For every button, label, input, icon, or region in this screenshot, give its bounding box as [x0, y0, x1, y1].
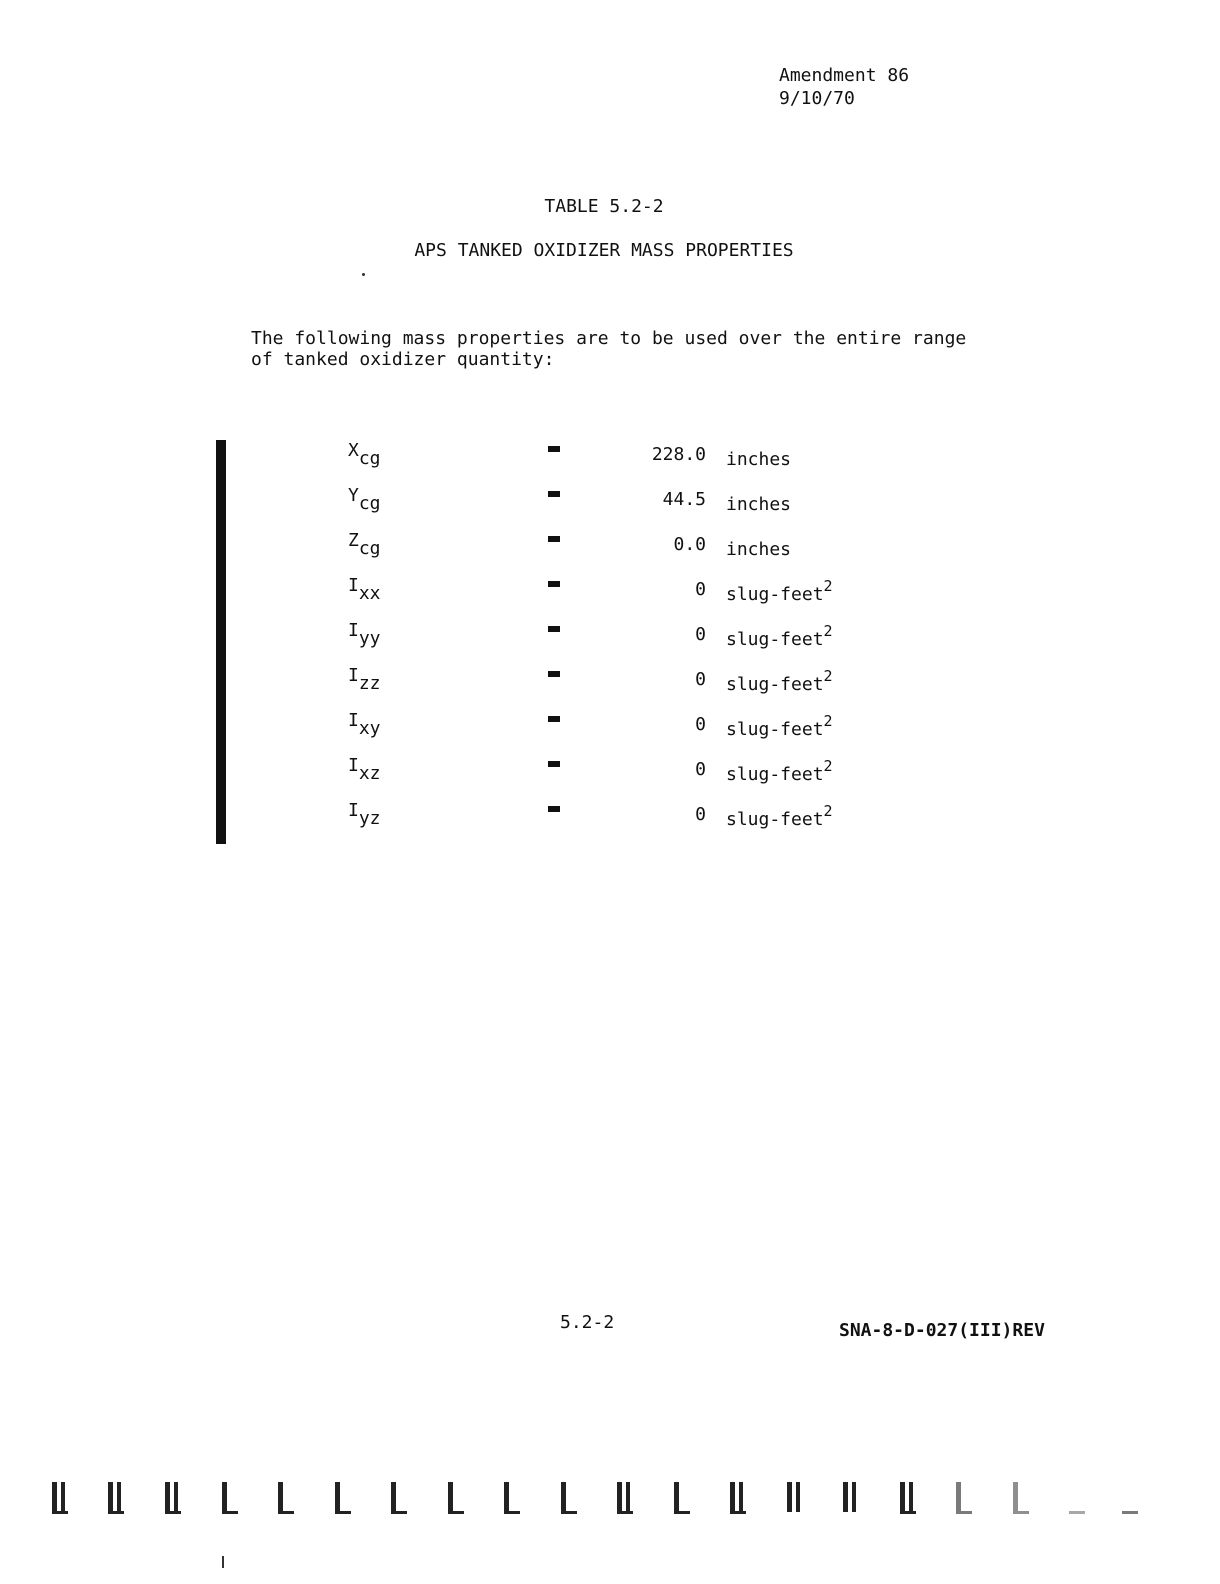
property-symbol	[348, 755, 408, 784]
scan-mark	[333, 1480, 351, 1514]
property-unit	[726, 714, 833, 740]
symbol-base: Y	[348, 485, 359, 506]
symbol-base: I	[348, 575, 359, 596]
amendment-block	[779, 64, 909, 110]
property-unit	[726, 489, 791, 515]
property-row	[336, 614, 896, 659]
property-symbol	[348, 530, 408, 559]
scan-mark	[220, 1480, 238, 1514]
unit-exponent: 2	[823, 667, 833, 685]
mass-properties-list	[336, 434, 896, 839]
property-value: 0	[695, 579, 706, 600]
symbol-subscript: xx	[358, 583, 381, 604]
property-unit	[726, 579, 833, 605]
intro-paragraph: The following mass properties are to be used over the entire range of tanked oxidizer quantity:	[251, 328, 967, 370]
property-symbol	[348, 620, 408, 649]
property-value: 0	[695, 624, 706, 645]
table-number: TABLE 5.2-2	[544, 196, 664, 217]
unit-text: slug-feet	[726, 629, 824, 650]
table-title: APS TANKED OXIDIZER MASS PROPERTIES	[414, 240, 794, 261]
property-row	[336, 569, 896, 614]
property-symbol	[348, 665, 408, 694]
property-symbol	[348, 710, 408, 739]
symbol-base: Z	[348, 530, 359, 551]
equals-sign	[548, 446, 560, 452]
scan-mark	[559, 1480, 577, 1514]
scan-mark	[1011, 1480, 1029, 1514]
unit-text: slug-feet	[726, 584, 824, 605]
unit-exponent: 2	[823, 622, 833, 640]
symbol-subscript: cg	[358, 493, 381, 514]
unit-text: slug-feet	[726, 719, 824, 740]
symbol-base: I	[348, 665, 359, 686]
scan-tick-mark	[222, 1556, 224, 1568]
equals-sign	[548, 806, 560, 812]
property-value: 0	[695, 804, 706, 825]
property-symbol	[348, 575, 408, 604]
unit-exponent: 2	[823, 802, 833, 820]
property-value: 0	[695, 714, 706, 735]
unit-exponent: 2	[823, 577, 833, 595]
property-symbol	[348, 800, 408, 829]
scan-mark	[1067, 1480, 1085, 1514]
unit-text: slug-feet	[726, 764, 824, 785]
symbol-subscript: xz	[358, 763, 381, 784]
property-value: 0	[695, 669, 706, 690]
document-id: SNA-8-D-027(III)REV	[839, 1320, 1045, 1341]
symbol-subscript: yz	[358, 808, 381, 829]
equals-sign	[548, 626, 560, 632]
symbol-subscript: xy	[358, 718, 381, 739]
symbol-base: I	[348, 755, 359, 776]
symbol-subscript: zz	[358, 673, 381, 694]
symbol-subscript: cg	[358, 448, 381, 469]
property-row	[336, 524, 896, 569]
revision-change-bar	[216, 440, 226, 844]
property-row	[336, 749, 896, 794]
unit-text: slug-feet	[726, 674, 824, 695]
scan-mark	[50, 1480, 68, 1514]
scan-mark	[446, 1480, 464, 1514]
property-unit	[726, 804, 833, 830]
property-value: 0	[695, 759, 706, 780]
scan-edge-marks	[0, 1480, 1220, 1520]
amendment-date: 9/10/70	[779, 88, 855, 109]
unit-exponent: 2	[823, 712, 833, 730]
property-symbol	[348, 440, 408, 469]
scan-mark	[389, 1480, 407, 1514]
scan-mark	[728, 1480, 746, 1514]
property-row	[336, 659, 896, 704]
equals-sign	[548, 671, 560, 677]
equals-sign	[548, 536, 560, 542]
symbol-base: I	[348, 800, 359, 821]
scan-mark	[898, 1480, 916, 1514]
scan-mark	[106, 1480, 124, 1514]
symbol-base: I	[348, 710, 359, 731]
scan-mark	[1120, 1480, 1138, 1514]
scan-mark	[785, 1480, 803, 1514]
equals-sign	[548, 761, 560, 767]
symbol-base: I	[348, 620, 359, 641]
amendment-number: Amendment 86	[779, 65, 910, 86]
property-unit	[726, 624, 833, 650]
scan-mark	[276, 1480, 294, 1514]
equals-sign	[548, 581, 560, 587]
unit-text: inches	[726, 449, 792, 470]
unit-text: inches	[726, 494, 792, 515]
property-value: 0.0	[673, 534, 706, 555]
property-unit	[726, 534, 791, 560]
scan-mark	[163, 1480, 181, 1514]
equals-sign	[548, 716, 560, 722]
unit-text: inches	[726, 539, 792, 560]
page-number: 5.2-2	[560, 1312, 615, 1333]
scan-mark	[502, 1480, 520, 1514]
property-value: 228.0	[651, 444, 706, 465]
symbol-base: X	[348, 440, 359, 461]
scan-mark	[954, 1480, 972, 1514]
scan-mark	[841, 1480, 859, 1514]
equals-sign	[548, 491, 560, 497]
symbol-subscript: cg	[358, 538, 381, 559]
scan-mark	[672, 1480, 690, 1514]
property-row	[336, 479, 896, 524]
property-unit	[726, 444, 791, 470]
property-symbol	[348, 485, 408, 514]
property-row	[336, 794, 896, 839]
symbol-subscript: yy	[358, 628, 381, 649]
unit-text: slug-feet	[726, 809, 824, 830]
property-unit	[726, 759, 833, 785]
scan-mark	[615, 1480, 633, 1514]
unit-exponent: 2	[823, 757, 833, 775]
property-row	[336, 434, 896, 479]
property-unit	[726, 669, 833, 695]
property-row	[336, 704, 896, 749]
stray-dot	[362, 273, 365, 276]
property-value: 44.5	[662, 489, 706, 510]
